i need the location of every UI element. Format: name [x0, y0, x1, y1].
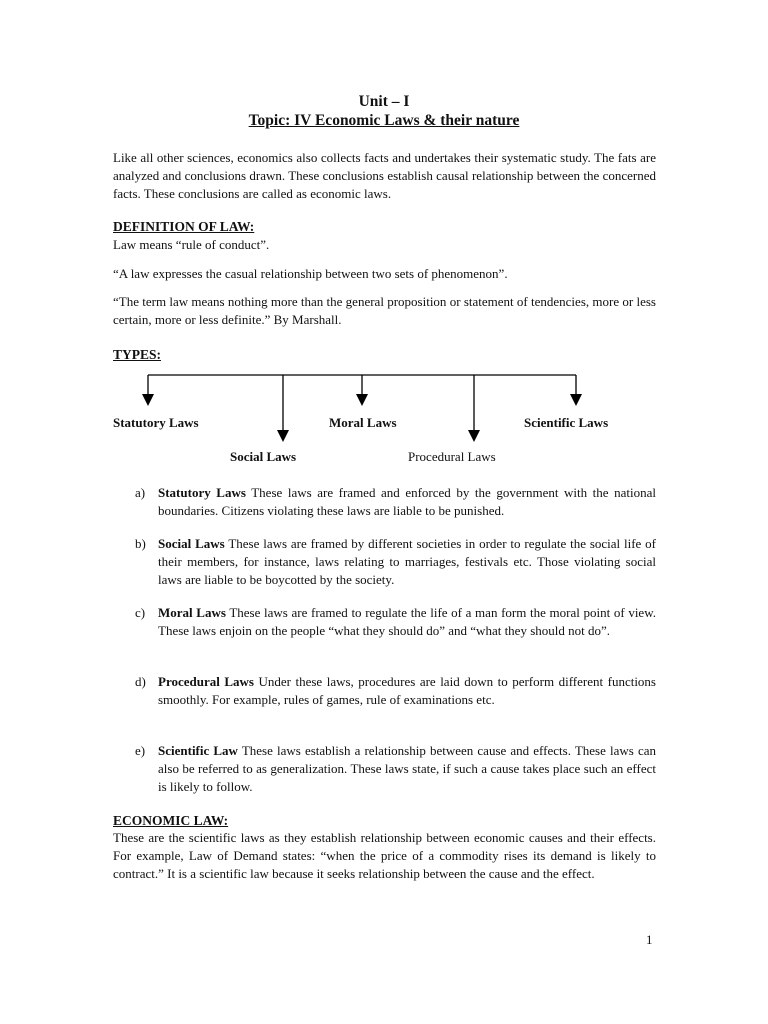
- list-term: Scientific Law: [158, 743, 238, 758]
- list-item: [135, 673, 656, 709]
- arrow-down-icon: [570, 394, 582, 406]
- definition-quote-1: “A law expresses the casual relationship between two sets of phenomenon”.: [113, 266, 508, 281]
- list-marker: e): [135, 743, 146, 758]
- definition-line: Law means “rule of conduct”.: [113, 237, 270, 252]
- list-text: These laws are framed by different societies in order to regulate the social life of their members, for instance, laws relating to marriages, festivals etc. Those violating social laws are liable to be boycotted by the society.: [158, 536, 656, 587]
- economic-law-paragraph: These are the scientific laws as they establish relationship between economic causes and their effects. For example, Law of Demand states: “when the price of a commodity rises its demand is likely to contract.” It is a scientific law because it seeks relationship between the cause and the effect.: [113, 830, 656, 881]
- list-term: Moral Laws: [158, 605, 226, 620]
- type-label-moral: Moral Laws: [329, 415, 397, 430]
- topic-title: Topic: IV Economic Laws & their nature: [248, 112, 520, 129]
- list-marker: c): [135, 605, 146, 620]
- definition-heading: DEFINITION OF LAW:: [113, 219, 255, 234]
- list-item: [135, 535, 656, 589]
- list-item: [135, 484, 656, 520]
- list-marker: a): [135, 485, 146, 500]
- type-label-statutory: Statutory Laws: [113, 415, 199, 430]
- type-label-social: Social Laws: [230, 449, 297, 464]
- list-item: [135, 742, 656, 796]
- list-text: These laws are framed to regulate the life of a man form the moral point of view. These laws enjoin on the people “what they should do” and “what they should not do”.: [158, 605, 656, 638]
- arrow-down-icon: [277, 430, 289, 442]
- list-marker: d): [135, 674, 146, 689]
- types-heading: TYPES:: [113, 347, 162, 362]
- list-text: Under these laws, procedures are laid down to perform different functions smoothly. For example, rules of games, rule of examinations etc.: [158, 674, 656, 707]
- economic-law-heading: ECONOMIC LAW:: [113, 813, 229, 828]
- arrow-down-icon: [468, 430, 480, 442]
- list-text: These laws establish a relationship between cause and effects. These laws can also be referred to as generalization. These laws state, if such a cause takes place such an effect is likely to follow.: [158, 743, 656, 794]
- list-term: Statutory Laws: [158, 485, 246, 500]
- arrow-down-icon: [142, 394, 154, 406]
- list-text: These laws are framed and enforced by the government with the national boundaries. Citizens violating these laws are liable to be punished.: [158, 485, 656, 518]
- type-label-procedural: Procedural Laws: [408, 449, 496, 464]
- intro-paragraph: Like all other sciences, economics also collects facts and undertakes their systematic study. The fats are analyzed and conclusions drawn. These conclusions establish causal relationship between the concerned facts. These conclusions are called as economic laws.: [113, 150, 656, 201]
- list-marker: b): [135, 536, 146, 551]
- list-term: Procedural Laws: [158, 674, 254, 689]
- definition-quote-2: “The term law means nothing more than the general proposition or statement of tendencies, more or less certain, more or less definite.” By Marshall.: [113, 294, 656, 327]
- list-term: Social Laws: [158, 536, 225, 551]
- type-label-scientific: Scientific Laws: [524, 415, 609, 430]
- page-number: 1: [646, 932, 653, 947]
- list-item: [135, 604, 656, 640]
- arrow-down-icon: [356, 394, 368, 406]
- unit-title: Unit – I: [358, 93, 410, 110]
